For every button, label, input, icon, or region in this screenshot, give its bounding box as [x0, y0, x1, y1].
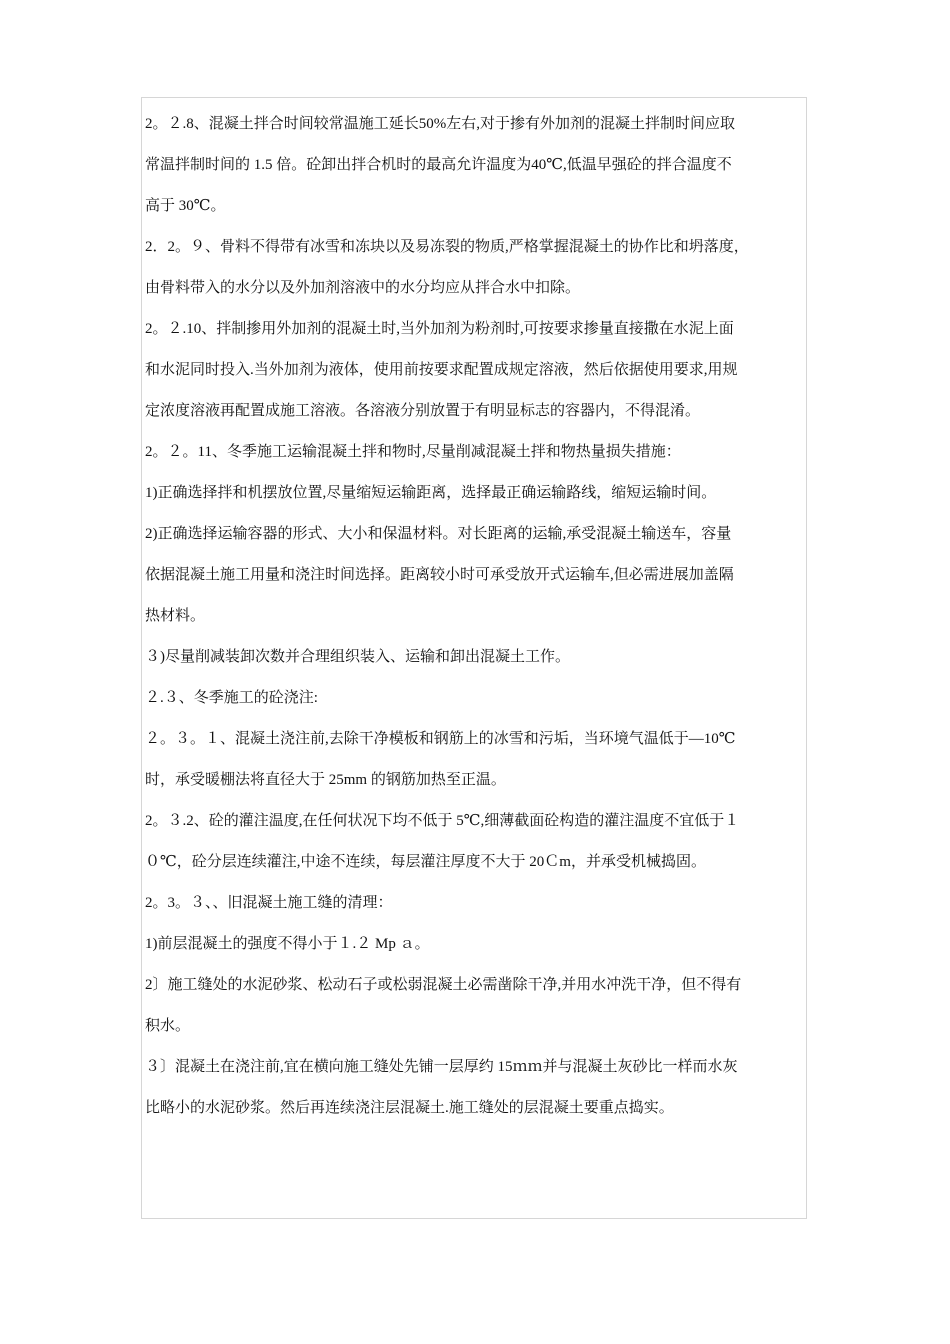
- text-line: 2．2。９、骨料不得带有冰雪和冻块以及易冻裂的物质,严格掌握混凝土的协作比和坍落度，: [145, 239, 749, 255]
- text-line: ３)尽量削减装卸次数并合理组织装入、运输和卸出混凝土工作。: [145, 649, 570, 665]
- text-line: 比略小的水泥砂浆。然后再连续浇注层混凝土.施工缝处的层混凝土要重点捣实。: [145, 1100, 674, 1116]
- text-line: 高于 30℃。: [145, 198, 226, 214]
- text-line: 积水。: [145, 1018, 191, 1034]
- text-line: ３〕混凝土在浇注前,宜在横向施工缝处先铺一层厚约 15ｍｍ并与混凝土灰砂比一样而水灰: [145, 1059, 738, 1075]
- text-line: ０℃，砼分层连续灌注,中途不连续，每层灌注厚度不大于 20Ｃm，并承受机械捣固。: [145, 854, 706, 870]
- text-line: 2〕施工缝处的水泥砂浆、松动石子或松弱混凝土必需凿除干净,并用水冲洗干净，但不得有: [145, 977, 742, 993]
- text-line: 2。２.8、混凝土拌合时间较常温施工延长50%左右,对于掺有外加剂的混凝土拌制时间应取: [145, 116, 735, 132]
- text-line: 常温拌制时间的 1.5 倍。砼卸出拌合机时的最高允许温度为40℃,低温早强砼的拌合温度不: [145, 157, 732, 173]
- text-line: 2。3。３、、旧混凝土施工缝的清理：: [145, 895, 393, 911]
- text-line: 和水泥同时投入.当外加剂为液体，使用前按要求配置成规定溶液，然后依据使用要求,用规: [145, 362, 738, 378]
- text-line: 由骨料带入的水分以及外加剂溶液中的水分均应从拌合水中扣除。: [145, 280, 581, 296]
- text-line: 1)正确选择拌和机摆放位置,尽量缩短运输距离，选择最正确运输路线，缩短运输时间。: [145, 485, 717, 501]
- text-line: 依据混凝土施工用量和浇注时间选择。距离较小时可承受放开式运输车,但必需进展加盖隔: [145, 567, 734, 583]
- text-line: 2)正确选择运输容器的形式、大小和保温材料。对长距离的运输,承受混凝土输送车，容量: [145, 526, 732, 542]
- document-body: [145, 104, 807, 1129]
- text-line: ２.３、冬季施工的砼浇注:: [145, 690, 318, 706]
- text-line: 2。３.2、砼的灌注温度,在任何状况下均不低于 5℃,细薄截面砼构造的灌注温度不宜低于１: [145, 813, 740, 829]
- text-line: 热材料。: [145, 608, 206, 624]
- text-line: ２。３。１、混凝土浇注前,去除干净模板和钢筋上的冰雪和污垢，当环境气温低于—10℃: [145, 731, 736, 747]
- text-line: 2。２.10、拌制掺用外加剂的混凝土时,当外加剂为粉剂时,可按要求掺量直接撒在水泥上面: [145, 321, 734, 337]
- text-line: 2。２。11、冬季施工运输混凝土拌和物时,尽量削减混凝土拌和物热量损失措施：: [145, 444, 681, 460]
- text-line: 1)前层混凝土的强度不得小于１.２ Mp ａ。: [145, 936, 430, 952]
- text-line: 定浓度溶液再配置成施工溶液。各溶液分别放置于有明显标志的容器内，不得混淆。: [145, 403, 701, 419]
- text-line: 时，承受暖棚法将直径大于 25mm 的钢筋加热至正温。: [145, 772, 506, 788]
